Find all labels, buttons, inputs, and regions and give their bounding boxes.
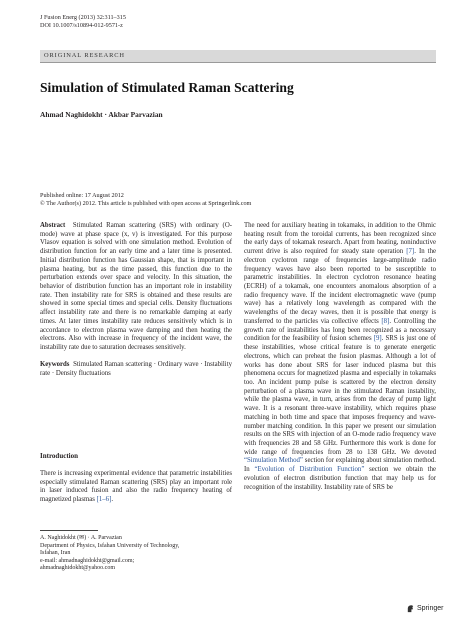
section-bar	[40, 50, 436, 63]
introduction-heading: Introduction	[40, 452, 78, 460]
keywords-label: Keywords	[40, 360, 70, 368]
body-paragraph: The need for auxiliary heating in tokamaks, in addition to the Ohmic heating result from the toroidal currents, has been recognized since the early days of tokamak research. Apart from heating, noninductive current drive is also required for steady state operation [7]. In the electron cyclotron range of frequencies large-amplitude radio frequency waves have also been reported to be susceptible to parametric instabilities. In electron cyclotron resonance heating (ECRH) of a tokamak, one encounters anomalous absorption of a radio frequency wave. If the incident electromagnetic wave (pump wave) has a relatively long wavelength as compared with the wavelengths of the decay waves, then it is possible that energy is transferred to the particles via collective effects [8]. Controlling the growth rate of instabilities has long been recognized as a necessary condition for the feasibility of fusion schemes [9]. SRS is just one of these instabilities, whose critical feature is to generate energetic electrons, which can preheat the fusion plasmas. Although a lot of works has done about SRS for laser induced plasma but this phenomena occurs for magnetized plasma and especially in tokamaks too. An incident pump pulse is scattered by the electron density perturbation of a plasma wave in the stimulated Raman instability, while the plasma wave, in turn, arises from the decay of pump light wave. It is a resonant three-wave instability, which requires phase matching in both time and space that imposes frequency and wave-number matching condition. In this paper we present our simulation results on the SRS with injection of an O-mode radio frequency wave with frequencies 28 and 58 GHz. Furthermore this work is done for wide range of frequencies from 28 to 138 GHz. We devoted “Simulation Method” section for explaining about simulation method. In “Evolution of Distribution Function” section we obtain the evolution of electron distribution function that may help us for recognition of the instability. Instability rate of SRS be	[244, 222, 436, 491]
right-column	[244, 222, 436, 492]
section-label: ORIGINAL RESEARCH	[44, 52, 125, 59]
keywords-text: Stimulated Raman scattering · Ordinary wave · Instability rate · Density fluctuations	[40, 360, 232, 377]
footnote-location: Isfahan, Iran	[40, 550, 71, 557]
author-footnote	[40, 535, 240, 573]
publication-date: Published online: 17 August 2012	[40, 192, 124, 199]
abstract	[40, 222, 232, 353]
section-link[interactable]: “Simulation Method”	[244, 457, 303, 465]
footnote-email[interactable]: e-mail: ahmadnaghidokht@gmail.com;	[40, 557, 135, 564]
left-column	[40, 222, 232, 378]
author-list[interactable]: Ahmad Naghidokht · Akbar Parvazian	[40, 110, 163, 119]
publisher-name: Springer	[417, 605, 444, 612]
footnote-authors: A. Naghidokht (✉) · A. Parvazian	[40, 535, 122, 541]
article-title: Simulation of Stimulated Raman Scattering	[40, 80, 294, 95]
citation-link[interactable]: [8]	[381, 317, 390, 325]
springer-horse-icon	[406, 604, 415, 613]
citation-link[interactable]: [7]	[406, 248, 415, 256]
doi-line[interactable]: DOI 10.1007/s10894-012-9571-z	[40, 22, 123, 29]
footnote-email-alt[interactable]: ahmadnaghidokht@yahoo.com	[40, 565, 116, 572]
abstract-label: Abstract	[40, 222, 66, 229]
section-link[interactable]: “Evolution of Distribution Function”	[254, 466, 365, 474]
citation-link[interactable]: [1–6]	[96, 496, 112, 504]
keywords	[40, 361, 232, 378]
footnote-divider	[40, 530, 98, 531]
introduction-text: There is increasing experimental evidence that parametric instabilities especially stimulated Raman scattering (SRS) play an important role in laser induced fusion and also the radio frequency heating of magnetized plasmas [1–6].	[40, 470, 232, 504]
copyright-line: © The Author(s) 2012. This article is published with open access at Springerlink.com	[40, 200, 252, 207]
publisher-logo	[406, 604, 443, 613]
journal-citation: J Fusion Energ (2013) 32:311–315	[40, 14, 126, 21]
abstract-text: Stimulated Raman scattering (SRS) with ordinary (O-mode) wave at phase space (x, v) is investigated. For this purpose Vlasov equation is solved with one simulation method. Evolution of distribution function for an early time and a later time is presented. Initial distribution function has Gaussian shape, that is important in plasma heating, but as the time passed, this function due to the perturbation extends over space and velocity. In this situation, the behavior of distribution function has an important role in instability rate. Then instability rate for SRS is obtained and these results are showed in some special times and special cells. Density fluctuations affect instability rate and there is no remarkable damping at early times. At later times instability rate reduces sensitively which is in accordance to electron plasma wave damping and then heating the electrons. Also with increase in frequency of the incident wave, the instability rate due to saturation decreases sensitively.	[40, 222, 232, 352]
citation-link[interactable]: [9]	[373, 335, 382, 343]
footnote-department: Department of Physics, Isfahan University of Technology,	[40, 542, 180, 549]
